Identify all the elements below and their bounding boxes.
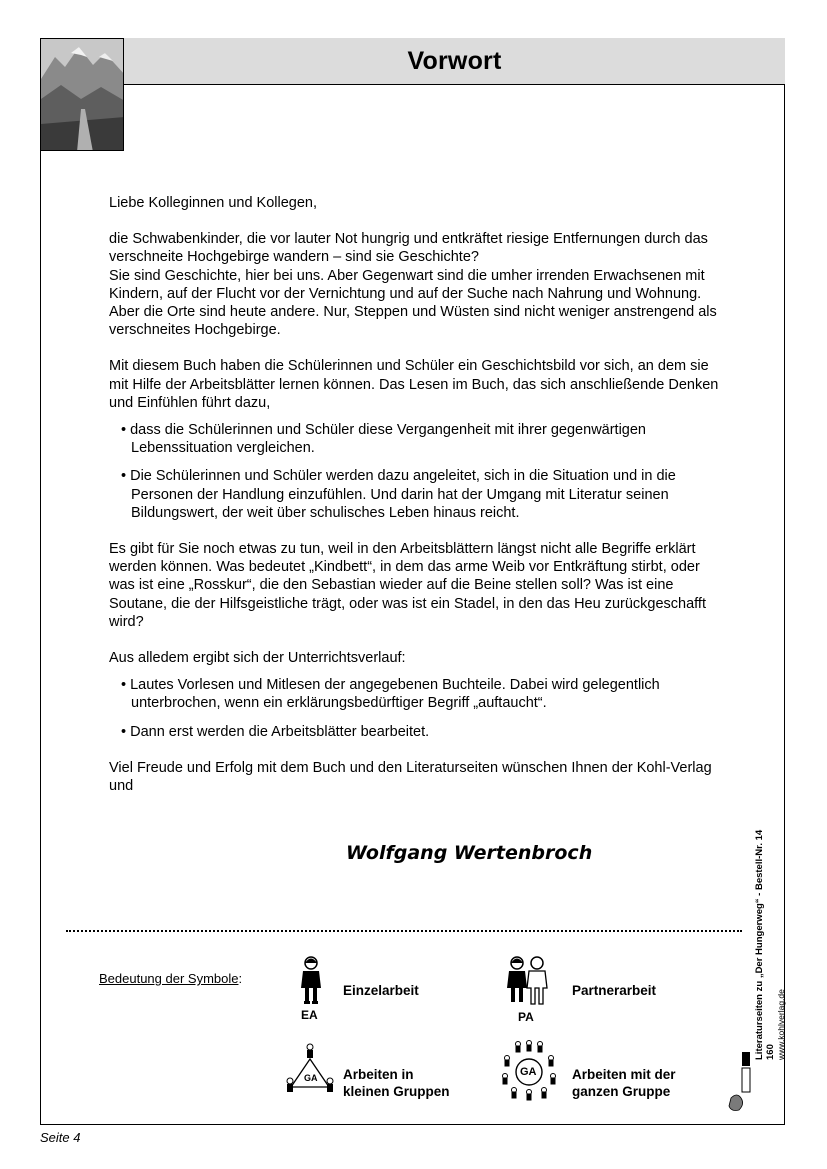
gk-abbr: GA bbox=[304, 1073, 318, 1083]
bullet-item: • dass die Schülerinnen und Schüler diese Vergangenheit mit ihrer gegenwärtigen Lebenssituation vergleichen. bbox=[121, 422, 646, 457]
paragraph: Sie sind Geschichte, hier bei uns. Aber Gegenwart sind die umher irrenden Erwachsenen mit Kindern, auf der Flucht vor der Vernichtung und auf der Suche nach Nahrung und Wohnung. bbox=[109, 267, 705, 302]
gg-label-line1: Arbeiten mit der bbox=[572, 1067, 676, 1082]
gg-abbr: GA bbox=[520, 1066, 537, 1078]
ea-label: Einzelarbeit bbox=[343, 983, 419, 998]
page-title: Vorwort bbox=[407, 46, 502, 75]
legend-colon: : bbox=[238, 971, 243, 986]
signature: Wolfgang Wertenbroch bbox=[346, 842, 593, 864]
legend-title bbox=[99, 971, 242, 986]
bullet-item: • Die Schülerinnen und Schüler werden dazu angeleitet, sich in die Situation und in die Personen der Handlung einzufühlen. Und darin hat der Umgang mit Literatur seinen Bildungswert, der weit über schulisches Leben hinaus reicht. bbox=[121, 468, 676, 521]
bullet-item: • Dann erst werden die Arbeitsblätter bearbeitet. bbox=[121, 723, 430, 740]
small-group-icon bbox=[285, 1043, 335, 1095]
title-bar bbox=[124, 38, 785, 85]
paragraph: Aus alledem ergibt sich der Unterrichtsverlauf: bbox=[109, 650, 406, 667]
gk-label-line1: Arbeiten in bbox=[343, 1067, 414, 1082]
ea-abbr: EA bbox=[301, 1008, 318, 1022]
kohl-verlag-logo bbox=[727, 1050, 753, 1114]
greeting: Liebe Kolleginnen und Kollegen, bbox=[109, 195, 318, 211]
legend-title-text: Bedeutung der Symbole bbox=[99, 971, 239, 986]
side-line2: www.kohlverlag.de bbox=[776, 989, 786, 1060]
side-order-info bbox=[754, 820, 784, 1060]
page-number: Seite 4 bbox=[40, 1130, 81, 1145]
gk-label-line2: kleinen Gruppen bbox=[343, 1084, 450, 1099]
pa-label: Partnerarbeit bbox=[572, 983, 657, 998]
side-line1: Literaturseiten zu „Der Hungerweg“ - Bestell-Nr. 14 160 bbox=[754, 829, 776, 1060]
gg-label-line2: ganzen Gruppe bbox=[572, 1084, 671, 1099]
paragraph: Es gibt für Sie noch etwas zu tun, weil in den Arbeitsblättern längst nicht alle Begriffe erklärt werden können. Was bedeutet „Kindbett“, in dem das arme Weib vor Entkräftung stirbt, oder was ist eine „Rosskur“, die den Sebastian wieder auf die Beine stellen soll? Was ist eine Soutane, die der Hilfsgeistliche trägt, oder was ist ein Stadel, in den das Heu zurückgeschafft wird? bbox=[109, 541, 706, 630]
body-text bbox=[109, 194, 724, 813]
single-person-icon bbox=[296, 956, 326, 1006]
partner-pair-icon bbox=[505, 956, 549, 1008]
paragraph: die Schwabenkinder, die vor lauter Not hungrig und entkräftet riesige Entfernungen durch das verschneite Hochgebirge wandern – sind sie Geschichte? bbox=[109, 231, 708, 266]
dotted-divider bbox=[66, 930, 742, 932]
mountain-photo bbox=[40, 38, 124, 151]
paragraph: Aber die Orte sind heute andere. Nur, Steppen und Wüsten sind nicht weniger anstrengend als verschneites Hochgebirge. bbox=[109, 304, 717, 339]
paragraph: Viel Freude und Erfolg mit dem Buch und den Literaturseiten wünschen Ihnen der Kohl-Verlag und bbox=[109, 759, 712, 795]
pa-abbr: PA bbox=[518, 1010, 534, 1024]
paragraph: Mit diesem Buch haben die Schülerinnen und Schüler ein Geschichtsbild vor sich, an dem sie mit Hilfe der Arbeitsblätter lernen können. Das Lesen im Buch, das sich anschließende Denken und Einfühlen führt dazu, bbox=[109, 358, 719, 411]
bullet-item: • Lautes Vorlesen und Mitlesen der angegebenen Buchteile. Dabei wird gelegentlich unterbrochen, wenn ein erklärungsbedürftiger Begriff „auftaucht“. bbox=[121, 677, 660, 712]
